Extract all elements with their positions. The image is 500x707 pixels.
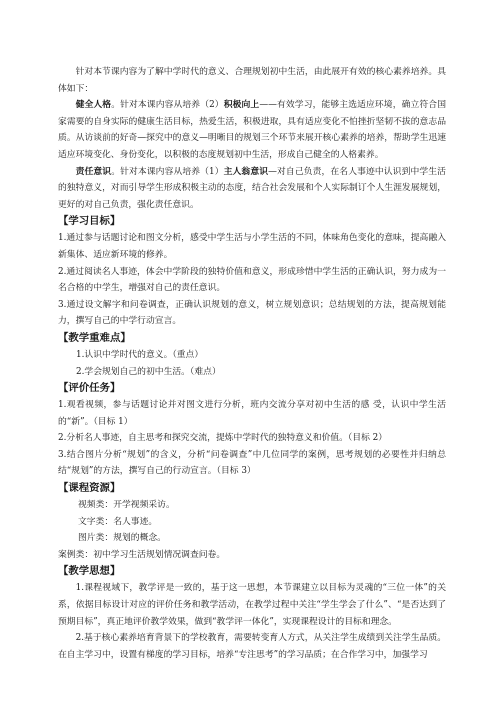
course-resources-heading: 【课程资源】 — [58, 482, 121, 495]
responsibility-text: —对自己负责，在名人事迹中认识到中学生活的独特意义，对而引导学生形成积极主动的态度，结合社会发展和个人实际制订个人生涯发展规划，更好的对自己负责，强化责任意识。 — [58, 166, 446, 210]
list-item: 2.通过阅读名人事迹，体会中学阶段的独特价值和意义，形成珍惜中学生活的正确认识，努力成为一名合格的中学生，增强对自己的责任意识。 — [58, 266, 446, 294]
list-item: 1.课程视域下，教学评是一致的，基于这一思想，本节课建立以目标为灵魂的“三位一体”的关系，依据目标设计对应的评价任务和教学活动，在教学过程中关注“学生学会了什么”、“是否达到了预期目标”，真正地评价教学效果，做到“教学评一体化”，实现课程设计的目标和理念。 — [58, 583, 446, 627]
teaching-thoughts-list — [58, 580, 446, 663]
list-item: 文字类：名人事迹。 — [78, 516, 158, 527]
intro-paragraph: 针对本节课内容为了解中学时代的意义、合理规划初中生活，由此展开有效的核心素养培养。具体如下： — [58, 67, 446, 94]
list-item: 视频类：开学视频采访。 — [78, 500, 175, 511]
list-item: 1.观看视频，参与话题讨论并对图文进行分析，班内交流分享对初中生活的感 受，认识中学生活的“新”。（目标 1） — [58, 400, 446, 427]
key-points-list — [58, 347, 446, 380]
case-resource-line: 案例类：初中学习生活规划情况调查问卷。 — [58, 549, 226, 560]
healthy-personality-title: 健全人格 — [75, 100, 112, 111]
key-points-heading: 【教学重难点】 — [58, 331, 131, 344]
list-item: 1.通过参与话题讨论和图文分析，感受中学生活与小学生活的不同，体味角色变化的意味，提高融入新集体、适应新环境的修养。 — [58, 233, 446, 260]
healthy-personality-paragraph — [58, 97, 446, 163]
learning-goals-list — [58, 230, 446, 330]
list-item: 2.学会规划自己的初中生活。（难点） — [76, 366, 221, 377]
evaluation-tasks-heading: 【评价任务】 — [58, 382, 121, 395]
list-item: 图片类：规划的概念。 — [78, 533, 166, 544]
learning-goals-heading: 【学习目标】 — [58, 215, 121, 228]
healthy-personality-text: ——有效学习，能够主选适应环境，确立符合国家需要的自身实际的健康生活目标，热爱生活，积极进取，具有适应变化不怕挫折坚韧不拔的意志品质。从访谈前的好奇—探究中的意义—明晰目的规划三个环节来展开核心素养的培养，帮助学生迅速适应环境变化、身份变化，以积极的态度规划初中生活，形成自己健全的人格素养。 — [58, 100, 446, 160]
teaching-thoughts-heading: 【教学思想】 — [58, 565, 121, 578]
list-item: 2.分析名人事迹，自主思考和探究交流，提炼中学时代的独特意义和价值。（目标 2） — [58, 433, 388, 444]
responsibility-title: 责任意识 — [75, 166, 112, 177]
list-item: 1.认识中学时代的意义。（重点） — [76, 349, 204, 360]
responsibility-keyword: 主人翁意识 — [223, 166, 269, 177]
list-item: 3.结合图片分析“规划”的含义，分析“问卷调查”中几位同学的案例，思考规划的必要性并归纳总结“规划”的方法，撰写自己的行动宣言。（目标 3） — [58, 449, 446, 477]
evaluation-tasks-list — [58, 397, 446, 480]
healthy-personality-keyword: 积极向上 — [223, 100, 260, 111]
responsibility-paragraph — [58, 164, 446, 214]
healthy-personality-mid: 。针对本课内容从培养（2） — [111, 100, 224, 111]
document-page — [58, 64, 446, 663]
list-item: 3.通过设文解字和问卷调查，正确认识规划的意义，树立规划意识；总结规划的方法，提高规划能力，撰写自己的中学行动宣言。 — [58, 299, 446, 327]
course-resources-list — [58, 497, 446, 547]
list-item: 2.基于核心素养培育背景下的学校教育，需要转变育人方式，从关注学生成绩到关注学生品质。在自主学习中，设置有梯度的学习目标，培养“专注思考”的学习品质；在合作学习中，加强学习 — [58, 633, 446, 660]
responsibility-mid: 。针对本课内容从培养（1） — [111, 166, 224, 177]
